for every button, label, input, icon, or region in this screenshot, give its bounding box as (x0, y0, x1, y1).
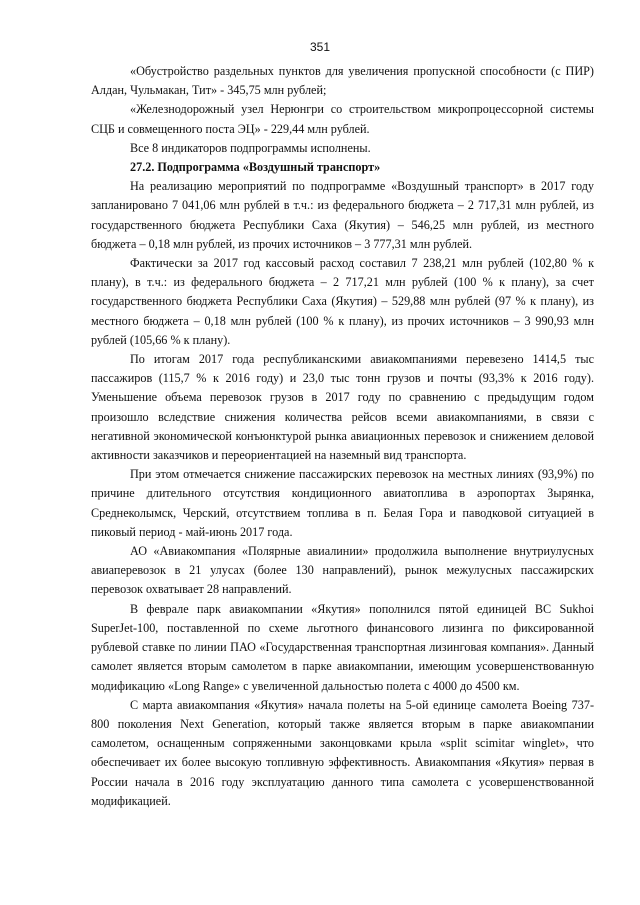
paragraph-neryungri-project: «Железнодорожный узел Нерюнгри со строительством микропроцессорной системы СЦБ и совмещенного поста ЭЦ» - 229,44 млн рублей. (91, 102, 594, 136)
paragraph-planned-funding: На реализацию мероприятий по подпрограмме «Воздушный транспорт» в 2017 году запланировано 7 041,06 млн рублей в т.ч.: из федерального бюджета – 2 717,31 млн рублей, из государственного бюджета Республики Саха (Якутия) – 546,25 млн рублей, из местного бюджета – 0,18 млн рублей, из прочих источников – 3 777,31 млн рублей. (91, 179, 594, 251)
document-body (91, 62, 594, 811)
paragraph-polar-airlines: АО «Авиакомпания «Полярные авиалинии» продолжила выполнение внутриулусных авиаперевозок в 21 улусах (более 130 направлений), рынок межулусных пассажирских перевозок охватывает 28 направлений. (91, 544, 594, 597)
page-number: 351 (309, 40, 331, 54)
paragraph-boeing: С марта авиакомпания «Якутия» начала полеты на 5-ой единице самолета Boeing 737-800 поколения Next Generation, который также является вторым в парке авиакомпании самолетом, оснащенным сопряженными законцовками крыла «split scimitar winglet», что обеспечивает их более высокую топливную эффективность. Авиакомпания «Якутия» первая в России начала в 2016 году эксплуатацию данного типа самолета с усовершенствованной модификацией. (91, 697, 594, 808)
paragraph-indicators: Все 8 индикаторов подпрограммы исполнены. (130, 140, 371, 155)
paragraph-alldan-project: «Обустройство раздельных пунктов для увеличения пропускной способности (с ПИР) Алдан, Чульмакан, Тит» - 345,75 млн рублей; (91, 64, 594, 98)
section-heading: 27.2. Подпрограмма «Воздушный транспорт» (130, 160, 381, 175)
paragraph-superjet: В феврале парк авиакомпании «Якутия» пополнился пятой единицей ВС Sukhoi SuperJet-100, поставленной по схеме льготного финансового лизинга по фиксированной рублевой ставке по линии ПАО «Государственная транспортная лизинговая компания». Данный самолет является вторым самолетом в парке авиакомпании, имеющим усовершенствованную модификацию «Long Range» с увеличенной дальностью полета с 4000 до 4500 км. (91, 601, 594, 693)
paragraph-actual-spending: Фактически за 2017 год кассовый расход составил 7 238,21 млн рублей (102,80 % к плану), в т.ч.: из федерального бюджета – 2 717,21 млн рублей (100 % к плану), за счет государственного бюджета Республики Саха (Якутия) – 529,88 млн рублей (97 % к плану), из местного бюджета – 0,18 млн рублей (100 % к плану), из прочих источников – 3 990,93 млн рублей (105,66 % к плану). (91, 256, 594, 347)
paragraph-passenger-results: По итогам 2017 года республиканскими авиакомпаниями перевезено 1414,5 тыс пассажиров (115,7 % к 2016 году) и 23,0 тыс тонн грузов и почты (93,3% к 2016 году). Уменьшение объема перевозок грузов в 2017 году по сравнению с предыдущим годом произошло вследствие снижения количества рейсов всеми авиакомпаниями, в связи с негативной экономической конъюнктурой рынка авиационных перевозок и снижением деловой активности заказчиков и переориентацией на наземный вид транспорта. (91, 352, 594, 463)
paragraph-local-lines: При этом отмечается снижение пассажирских перевозок на местных линиях (93,9%) по причине длительного отсутствия кондиционного авиатоплива в аэропортах Зырянка, Среднеколымск, Черский, отсутствием топлива в п. Белая Гора и паводковой ситуацией в пиковый период - май-июнь 2017 года. (91, 467, 594, 539)
